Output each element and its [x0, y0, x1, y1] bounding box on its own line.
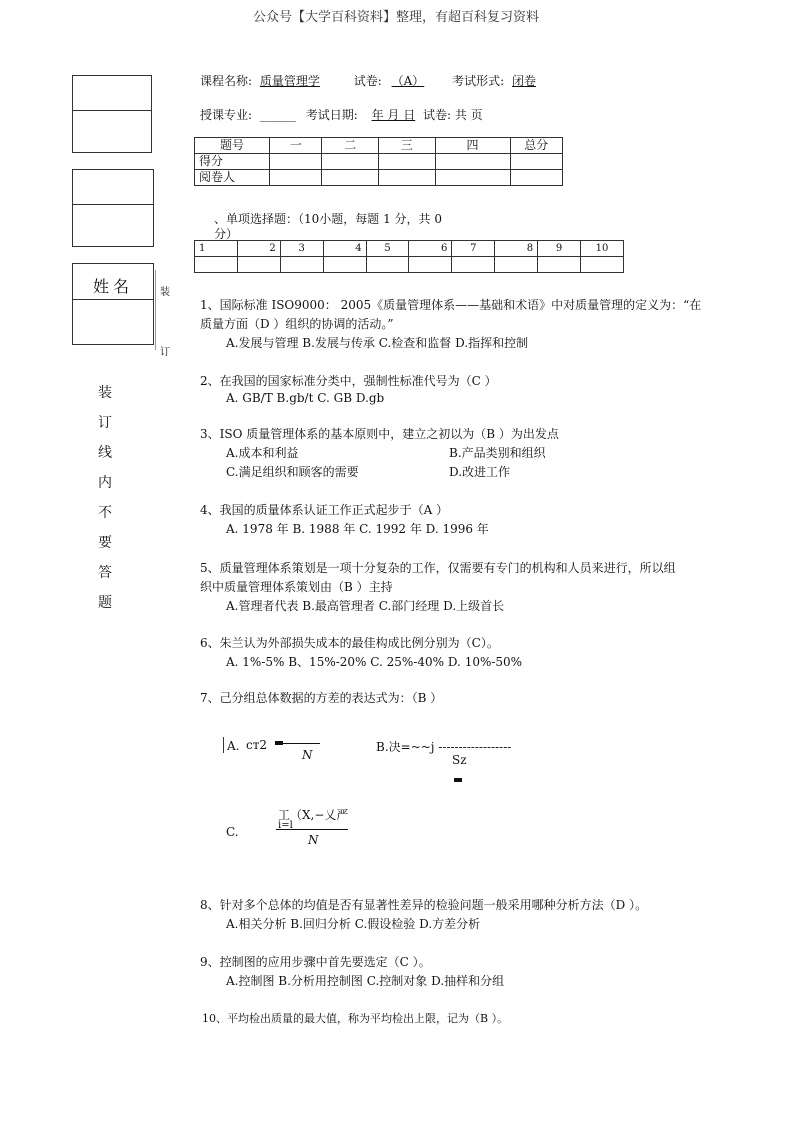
formula-c-subscript: i=l [278, 820, 293, 831]
question-8: 8、针对多个总体的均值是否有显著性差异的检验问题一般采用哪种分析方法（D ）。 [200, 898, 648, 912]
question-4: 4、我国的质量体系认证工作正式起步于（A ） [200, 503, 449, 517]
formula-c-fraction-bar [276, 829, 348, 830]
formula-b-sz: Sz [452, 753, 467, 767]
answer-number-cell: 1 [195, 241, 238, 257]
formula-b-mark [454, 778, 462, 782]
score-cell[interactable] [378, 154, 435, 170]
question-6-options: A. 1%-5% B、15%-20% C. 25%-40% D. 10%-50% [226, 655, 523, 669]
answer-number-cell: 10 [581, 241, 624, 257]
course-value: 质量管理学 [259, 74, 320, 88]
score-table-header [195, 138, 563, 154]
answer-cell[interactable] [409, 257, 452, 273]
question-6: 6、朱兰认为外部损失成本的最佳构成比例分别为（C）。 [200, 636, 499, 650]
binding-mark-ding: 订 [160, 347, 170, 358]
question-1-line1: 1、国际标准 ISO9000： 2005《质量管理体系——基础和术语》中对质量管理的定义为：“在 [200, 298, 702, 312]
formula-c-numerator: 工（X,−乂严 [278, 808, 349, 822]
answer-cell[interactable] [581, 257, 624, 273]
answer-number-cell: 5 [366, 241, 409, 257]
section-title-line2: 分） [214, 227, 239, 241]
score-cell[interactable] [322, 154, 379, 170]
class-box [72, 169, 154, 247]
question-3-option-c: C.满足组织和顾客的需要 [226, 465, 359, 479]
header-row-2 [200, 106, 483, 123]
answer-number-cell: 3 [280, 241, 323, 257]
question-5-line1: 5、质量管理体系策划是一项十分复杂的工作，仅需要有专门的机构和人员来进行，所以组 [200, 561, 676, 575]
score-header-cell: 总分 [510, 138, 562, 154]
header-row-1 [200, 72, 536, 89]
score-header-cell: 二 [322, 138, 379, 154]
question-9-options: A.控制图 B.分析用控制图 C.控制对象 D.抽样和分组 [226, 974, 505, 988]
score-row-label: 得分 [195, 154, 270, 170]
answer-cell[interactable] [280, 257, 323, 273]
formula-a-sigma: ст2 [246, 738, 267, 752]
answer-number-cell: 4 [323, 241, 366, 257]
question-8-options: A.相关分析 B.回归分析 C.假设检验 D.方差分析 [226, 917, 481, 931]
answer-number-cell: 6 [409, 241, 452, 257]
paper-label: 试卷: [353, 74, 382, 88]
answer-cell[interactable] [538, 257, 581, 273]
binding-char-3: 线 [98, 445, 112, 461]
score-cell[interactable] [510, 170, 562, 186]
name-label: 姓名 [92, 277, 133, 296]
formula-a-denominator: N [302, 748, 313, 762]
score-table-row [195, 154, 563, 170]
major-label: 授课专业: [200, 108, 253, 122]
question-5-line2: 织中质量管理体系策划由（B ）主持 [200, 580, 393, 594]
answer-number-row [195, 241, 624, 257]
question-2-options: A. GB/T B.gb/t C. GB D.gb [226, 391, 385, 405]
section-title-line1: 、单项选择题：（10小题，每题 1 分，共 0 [214, 212, 442, 226]
exam-form-value: 闭卷 [511, 74, 536, 88]
score-header-cell: 一 [270, 138, 322, 154]
binding-char-7: 答 [98, 565, 112, 581]
score-cell[interactable] [322, 170, 379, 186]
answer-number-cell: 9 [538, 241, 581, 257]
answer-cell[interactable] [452, 257, 495, 273]
answer-cell[interactable] [366, 257, 409, 273]
formula-b: B.决=~~j ------------------ [376, 740, 512, 754]
answer-cell[interactable] [237, 257, 280, 273]
answer-number-cell: 7 [452, 241, 495, 257]
answer-cell[interactable] [323, 257, 366, 273]
answer-input-row [195, 257, 624, 273]
question-1-line2: 质量方面（D ）组织的协调的活动。” [200, 317, 394, 331]
binding-char-6: 要 [98, 535, 112, 551]
binding-char-2: 订 [98, 415, 112, 431]
score-table-row [195, 170, 563, 186]
student-id-box [72, 75, 152, 153]
score-header-cell: 三 [378, 138, 435, 154]
answer-cell[interactable] [495, 257, 538, 273]
formula-a-mark [275, 741, 283, 745]
question-9: 9、控制图的应用步骤中首先要选定（C ）。 [200, 955, 431, 969]
question-3: 3、ISO 质量管理体系的基本原则中，建立之初以为（B ）为出发点 [200, 427, 559, 441]
score-table [194, 137, 563, 186]
formula-c-label: C. [226, 825, 239, 839]
pages-label: 试卷: 共 页 [423, 108, 483, 122]
exam-form-label: 考试形式: [452, 74, 505, 88]
binding-char-4: 内 [98, 475, 112, 491]
question-4-options: A. 1978 年 B. 1988 年 C. 1992 年 D. 1996 年 [226, 522, 489, 536]
score-cell[interactable] [270, 154, 322, 170]
major-blank: ______ [259, 108, 296, 122]
binding-char-1: 装 [98, 385, 112, 401]
course-label: 课程名称: [200, 74, 253, 88]
question-3-option-b: B.产品类别和组织 [449, 446, 546, 460]
binding-char-5: 不 [98, 505, 112, 521]
paper-value: （A） [391, 74, 425, 88]
score-cell[interactable] [435, 170, 510, 186]
score-cell[interactable] [378, 170, 435, 186]
score-cell[interactable] [435, 154, 510, 170]
answer-number-cell: 8 [495, 241, 538, 257]
score-cell[interactable] [510, 154, 562, 170]
question-1-options: A.发展与管理 B.发展与传承 C.检查和监督 D.指挥和控制 [226, 336, 529, 350]
binding-char-8: 题 [98, 595, 112, 611]
question-3-option-a: A.成本和利益 [226, 446, 299, 460]
answer-number-cell: 2 [237, 241, 280, 257]
answer-table [194, 240, 624, 273]
binding-mark-zhuang: 装 [160, 287, 170, 298]
question-7: 7、己分组总体数据的方差的表达式为：（B ） [200, 691, 443, 705]
name-box [72, 263, 154, 345]
score-cell[interactable] [270, 170, 322, 186]
score-row-label: 阅卷人 [195, 170, 270, 186]
page-banner: 公众号【大学百科资料】整理，有超百科复习资料 [252, 10, 539, 25]
date-label: 考试日期: [305, 108, 358, 122]
question-10: 10、平均检出质量的最大值，称为平均检出上限，记为（B ）。 [202, 1012, 509, 1025]
answer-cell[interactable] [195, 257, 238, 273]
question-5-options: A.管理者代表 B.最高管理者 C.部门经理 D.上级首长 [226, 599, 505, 613]
binding-line [155, 270, 156, 350]
formula-a-label: A. [227, 739, 240, 753]
score-header-cell: 四 [435, 138, 510, 154]
score-header-cell: 题号 [195, 138, 270, 154]
question-2: 2、在我国的国家标准分类中，强制性标准代号为（C ） [200, 374, 497, 388]
date-value: 年 月 日 [371, 108, 416, 122]
formula-c-denominator: N [308, 833, 319, 847]
question-3-option-d: D.改进工作 [449, 465, 511, 479]
formula-a-bracket [223, 737, 224, 753]
